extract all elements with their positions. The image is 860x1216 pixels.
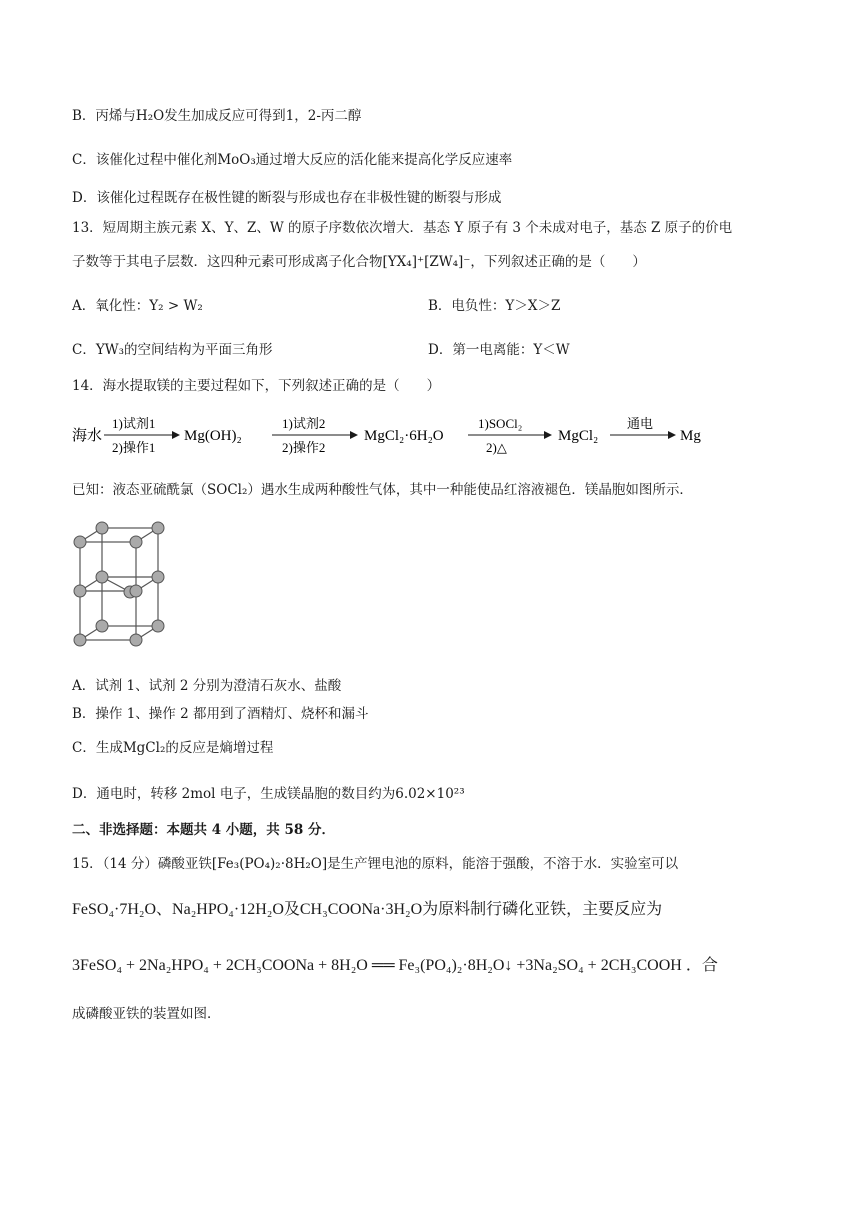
q14-option-b: B．操作 1、操作 2 都用到了酒精灯、烧杯和漏斗 (72, 706, 369, 722)
q15-line2: FeSO₄·7H₂O、Na₂HPO₄·12H₂O及CH₃COONa·3H₂O为原料制行磷化亚铁，主要反应为 (72, 901, 663, 918)
q14-option-a: A．试剂 1、试剂 2 分别为澄清石灰水、盐酸 (72, 678, 342, 694)
q15-line1: 15．（14 分）磷酸亚铁[Fe₃(PO₄)₂·8H₂O]是生产锂电池的原料，能溶于强酸，不溶于水．实验室可以 (72, 856, 679, 872)
q12-option-c: C．该催化过程中催化剂MoO₃通过增大反应的活化能来提高化学反应速率 (72, 152, 513, 168)
flow-step4-top: 通电 (627, 416, 654, 431)
flow-step1-top: 1)试剂1 (112, 416, 156, 431)
q12-option-d: D．该催化过程既存在极性键的断裂与形成也存在非极性键的断裂与形成 (72, 190, 502, 206)
q14-option-d: D．通电时，转移 2mol 电子，生成镁晶胞的数目约为6.02×10²³ (72, 786, 465, 802)
section-2-heading: 二、非选择题：本题共 4 小题，共 58 分． (72, 822, 335, 838)
q13-stem-line1: 13．短周期主族元素 X、Y、Z、W 的原子序数依次增大．基态 Y 原子有 3 个未成对电子，基态 Z 原子的价电 (72, 220, 733, 236)
flow-product2: MgCl₂·6H₂O (364, 428, 444, 444)
q13-option-c: C．YW₃的空间结构为平面三角形 (72, 342, 273, 358)
magnesium-extraction-flowchart (72, 412, 792, 460)
q15-equation: 3FeSO₄ + 2Na₂HPO₄ + 2CH₃COONa + 8H₂O ══ Fe₃(PO₄)₂·8H₂O↓ +3Na₂SO₄ + 2CH₃COOH ．合 (72, 957, 718, 974)
q13-option-d: D．第一电离能：Y＜W (428, 342, 570, 358)
q13-stem-line2: 子数等于其电子层数．这四种元素可形成离子化合物[YX₄]⁺[ZW₄]⁻，下列叙述正确的是（ ） (72, 254, 646, 270)
flow-step1-bottom: 2)操作1 (112, 440, 156, 455)
flow-product4: Mg (680, 428, 701, 444)
q14-option-c: C．生成MgCl₂的反应是熵增过程 (72, 740, 274, 756)
q14-known-info: 已知：液态亚硫酰氯（SOCl₂）遇水生成两种酸性气体，其中一种能使品红溶液褪色．镁晶胞如图所示． (72, 482, 693, 498)
flow-step2-top: 1)试剂2 (282, 416, 326, 431)
flow-product1: Mg(OH)₂ (184, 428, 242, 444)
magnesium-unit-cell-figure (70, 520, 180, 650)
flow-step2-bottom: 2)操作2 (282, 440, 326, 455)
flow-step3-bottom: 2)△ (486, 440, 507, 455)
flow-step3-top: 1)SOCl₂ (478, 416, 523, 431)
q13-option-b: B．电负性：Y＞X＞Z (428, 298, 561, 314)
q13-option-a: A．氧化性：Y₂ > W₂ (72, 298, 203, 314)
q15-line4: 成磷酸亚铁的装置如图． (72, 1006, 221, 1022)
q14-stem: 14．海水提取镁的主要过程如下，下列叙述正确的是（ ） (72, 378, 441, 394)
flow-start: 海水 (72, 428, 103, 444)
flow-product3: MgCl₂ (558, 428, 599, 444)
q12-option-b: B．丙烯与H₂O发生加成反应可得到1，2-丙二醇 (72, 108, 362, 124)
